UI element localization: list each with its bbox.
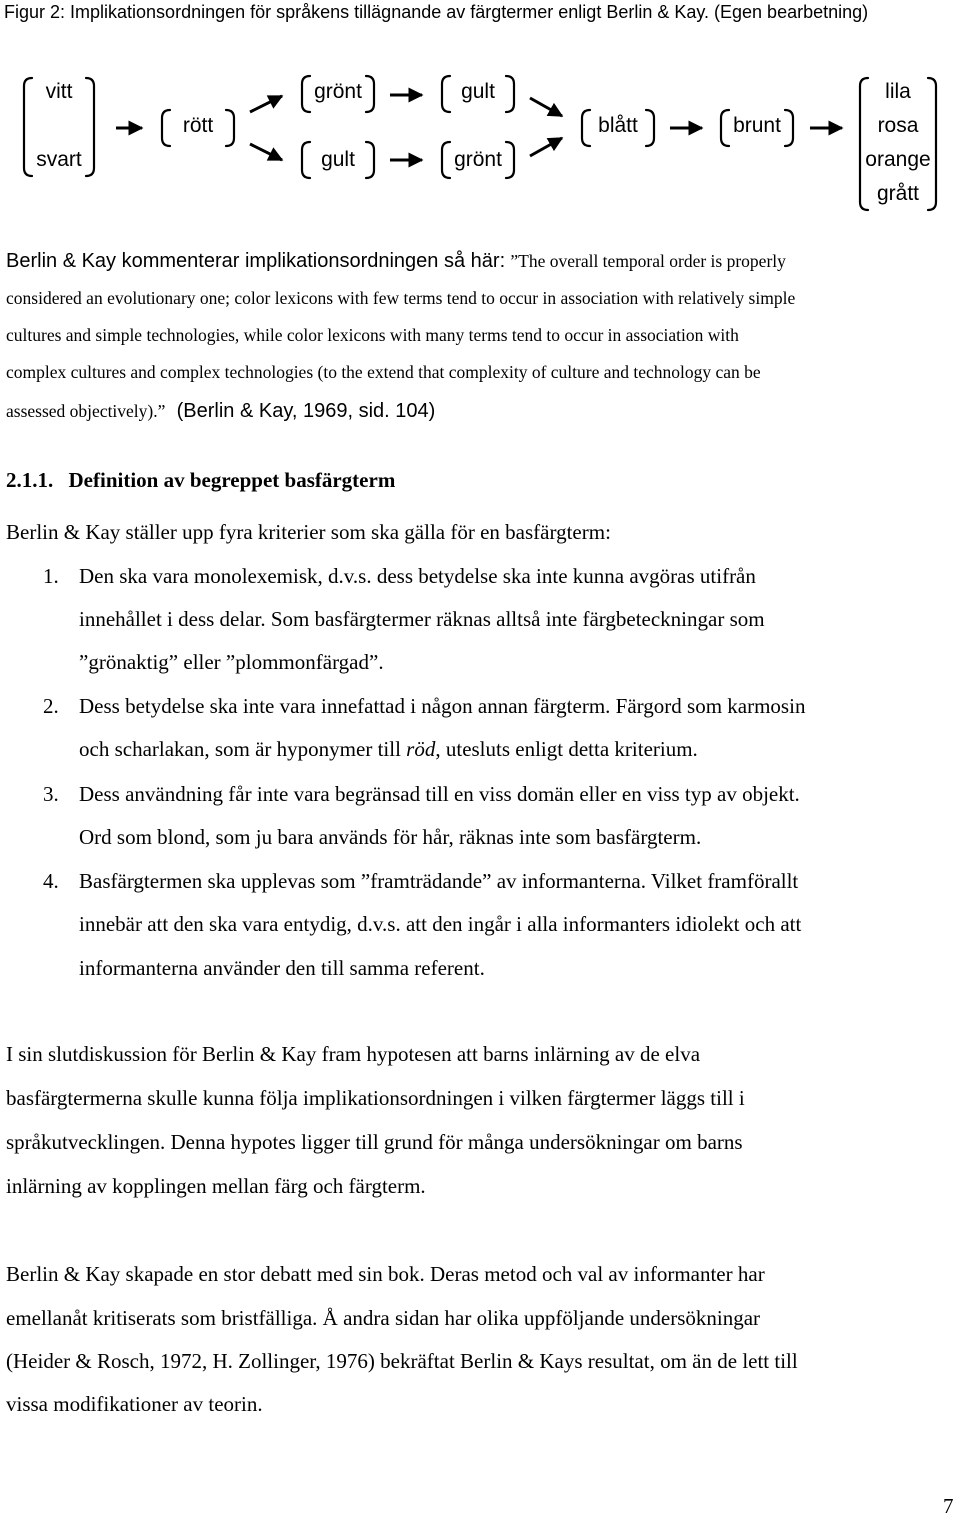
quote-line-3: cultures and simple technologies, while color lexicons with many terms tend to occur in association with	[6, 325, 739, 345]
criterion-4-line-2: innebär att den ska vara entydig, d.v.s. att den ingår i alla informanters idiolekt och att	[79, 912, 802, 936]
section-heading	[6, 468, 395, 493]
stage4-top-term: gult	[461, 80, 495, 103]
stage6-term: brunt	[733, 114, 781, 137]
stage4-bottom-term: grönt	[454, 148, 502, 171]
criterion-1-line-3: ”grönaktig” eller ”plommonfärgad”.	[79, 650, 384, 674]
quote-end: assessed objectively).”	[6, 401, 166, 421]
criterion-3-line-1: Dess användning får inte vara begränsad till en viss domän eller en viss typ av objekt.	[79, 782, 800, 806]
stage7-term-2: rosa	[877, 114, 919, 137]
stage1-term-2: svart	[36, 148, 82, 171]
criterion-3-line-2: Ord som blond, som ju bara används för hår, räknas inte som basfärgterm.	[79, 825, 702, 849]
paragraph2-line-2: emellanåt kritiserats som bristfälliga. Å andra sidan har olika uppföljande undersökningar	[6, 1306, 761, 1330]
stage2-term: rött	[182, 114, 214, 137]
quote-line-4: complex cultures and complex technologies (to the extend that complexity of culture and technology can be	[6, 362, 761, 382]
criterion-1-line-2: innehållet i dess delar. Som basfärgtermer räknas alltså inte färgbeteckningar som	[79, 607, 765, 631]
criterion-2-line-2-post: , utesluts enligt detta kriterium.	[435, 737, 698, 761]
section-title: Definition av begreppet basfärgterm	[68, 468, 396, 492]
criterion-2-line-2-pre: och scharlakan, som är hyponymer till	[79, 737, 407, 761]
paragraph2-line-4: vissa modifikationer av teorin.	[6, 1392, 263, 1416]
criterion-3-number: 3.	[43, 782, 59, 806]
stage1-term-1: vitt	[45, 80, 73, 103]
stage7-term-4: grått	[876, 182, 920, 205]
stage7-term-3: orange	[865, 148, 931, 171]
criterion-4-number: 4.	[43, 869, 59, 893]
criterion-4-line-3: informanterna använder den till samma referent.	[79, 956, 485, 980]
stage7-term-1: lila	[885, 80, 911, 103]
criterion-2-line-1: Dess betydelse ska inte vara innefattad i någon annan färgterm. Färgord som karmosin	[79, 694, 806, 718]
paragraph1-line-2: basfärgtermerna skulle kunna följa implikationsordningen i vilken färgtermer läggs till i	[6, 1086, 745, 1110]
arrow-2-to-3-top	[250, 96, 282, 112]
intro-line-1	[6, 248, 786, 273]
criterion-4-line-1: Basfärgtermen ska upplevas som ”framträdande” av informanterna. Vilket framförallt	[79, 869, 799, 893]
paragraph1-line-4: inlärning av kopplingen mellan färg och färgterm.	[6, 1174, 426, 1198]
intro-lead: Berlin & Kay kommenterar implikationsordningen så här:	[6, 250, 506, 272]
paragraph2-line-1: Berlin & Kay skapade en stor debatt med sin bok. Deras metod och val av informanter har	[6, 1262, 765, 1286]
criterion-1-line-1: Den ska vara monolexemisk, d.v.s. dess betydelse ska inte kunna avgöras utifrån	[79, 564, 756, 588]
stage5-term: blått	[598, 114, 638, 137]
quote-line-5	[6, 398, 435, 423]
stage3-bottom-term: gult	[321, 148, 355, 171]
paragraph1-line-3: språkutvecklingen. Denna hypotes ligger till grund för många undersökningar om barns	[6, 1130, 743, 1154]
arrow-4-to-5-bottom	[530, 138, 562, 156]
quote-line-2: considered an evolutionary one; color lexicons with few terms tend to occur in association with relatively simple	[6, 288, 796, 308]
paragraph2-line-3: (Heider & Rosch, 1972, H. Zollinger, 1976) bekräftat Berlin & Kays resultat, om än de lett till	[6, 1349, 798, 1373]
figure-caption: Figur 2: Implikationsordningen för språkens tillägnande av färgtermer enligt Berlin & Kay. (Egen bearbetning)	[4, 2, 869, 22]
section-intro: Berlin & Kay ställer upp fyra kriterier som ska gälla för en basfärgterm:	[6, 520, 611, 544]
quote-line-1: ”The overall temporal order is properly	[510, 251, 786, 271]
stage3-top-term: grönt	[314, 80, 362, 103]
section-number: 2.1.1.	[6, 468, 54, 492]
arrow-2-to-3-bottom	[250, 144, 282, 160]
criterion-2-line-2	[79, 737, 698, 762]
citation: (Berlin & Kay, 1969, sid. 104)	[176, 400, 436, 422]
criterion-1-number: 1.	[43, 564, 59, 588]
criterion-2-emphasis: röd	[406, 737, 436, 761]
arrow-4-to-5-top	[530, 98, 562, 116]
page-number: 7	[943, 1494, 954, 1518]
paragraph1-line-1: I sin slutdiskussion för Berlin & Kay fram hypotesen att barns inlärning av de elva	[6, 1042, 701, 1066]
criterion-2-number: 2.	[43, 694, 59, 718]
